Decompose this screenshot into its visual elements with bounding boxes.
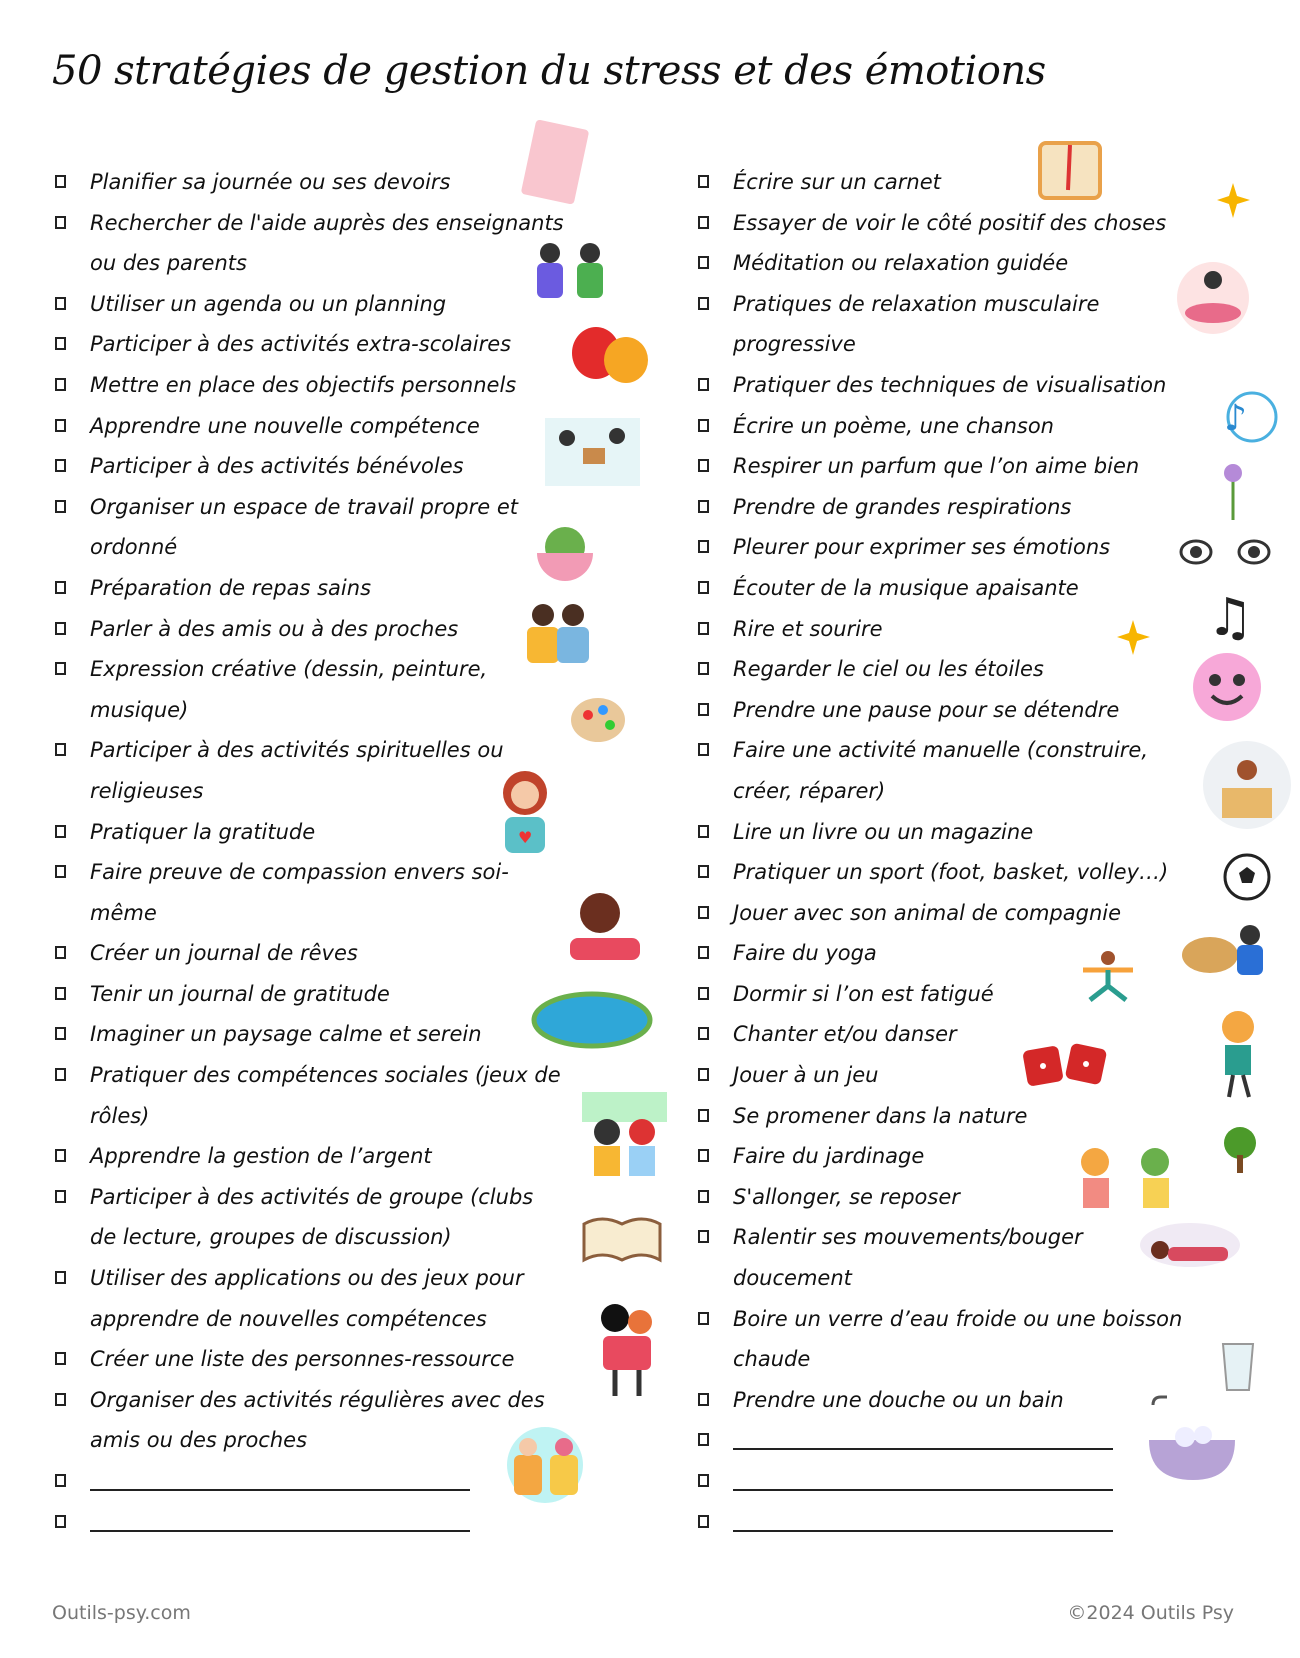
checklist-item[interactable]: [52, 324, 612, 365]
checkbox[interactable]: [698, 662, 709, 675]
theater-masks-icon: [568, 325, 653, 385]
checklist-item[interactable]: [695, 1299, 1255, 1380]
checklist-item-label: Apprendre la gestion de l’argent: [90, 1144, 432, 1169]
checkbox[interactable]: [698, 1149, 709, 1162]
girl-drawing-illustration: [560, 888, 650, 968]
checklist-item-label: Imaginer un paysage calme et serein: [90, 1022, 482, 1047]
sparkle-icon: [1215, 178, 1260, 223]
checkbox[interactable]: [698, 865, 709, 878]
checklist-item[interactable]: [695, 974, 1255, 1015]
girl-with-heart-illustration: [490, 765, 560, 857]
checklist-item-label: Rire et sourire: [733, 616, 883, 641]
paint-palette-icon: [568, 680, 633, 752]
checklist-item-label: Créer un journal de rêves: [90, 941, 358, 966]
checklist-item[interactable]: [52, 1258, 612, 1339]
blank-checklist-item[interactable]: [52, 1502, 612, 1543]
checklist-item[interactable]: [52, 852, 612, 933]
checkbox[interactable]: [698, 378, 709, 391]
friends-sitting-illustration: [498, 1425, 593, 1505]
music-notes-icon: [1205, 580, 1270, 645]
checkbox[interactable]: [55, 825, 66, 838]
checkbox[interactable]: [698, 1433, 709, 1446]
todo-list-illustration: [520, 120, 590, 205]
checklist-item[interactable]: [52, 1136, 612, 1177]
checkbox[interactable]: [698, 703, 709, 716]
checkbox[interactable]: [698, 946, 709, 959]
checklist-item[interactable]: [695, 203, 1255, 244]
checklist-item-label: Organiser des activités régulières avec des amis ou des proches: [90, 1387, 545, 1453]
checklist-item[interactable]: [695, 649, 1255, 690]
checklist-item[interactable]: [52, 487, 612, 568]
checklist-item-label: Pratiquer la gratitude: [90, 819, 316, 844]
checklist-item[interactable]: [695, 852, 1255, 893]
checkbox[interactable]: [698, 1027, 709, 1040]
checklist-item-label: Prendre une pause pour se détendre: [733, 697, 1120, 722]
checklist-item[interactable]: [52, 446, 612, 487]
checklist-item-label: Parler à des amis ou à des proches: [90, 616, 459, 641]
checkbox[interactable]: [55, 378, 66, 391]
checklist-item[interactable]: [695, 893, 1255, 934]
checkbox[interactable]: [55, 1190, 66, 1203]
checkbox[interactable]: [55, 175, 66, 188]
checkbox[interactable]: [55, 1352, 66, 1365]
checkbox[interactable]: [55, 946, 66, 959]
checklist-item[interactable]: [695, 446, 1255, 487]
checklist-item[interactable]: [695, 730, 1255, 811]
checklist-item[interactable]: [695, 162, 1255, 203]
checklist-item-label: Se promener dans la nature: [733, 1103, 1028, 1128]
checklist-item-label: Ralentir ses mouvements/bouger doucement: [733, 1225, 1083, 1291]
building-blocks-illustration: [1200, 740, 1295, 830]
checkbox[interactable]: [55, 662, 66, 675]
checklist-item-label: Regarder le ciel ou les étoiles: [733, 657, 1044, 682]
checkbox[interactable]: [698, 825, 709, 838]
crying-eyes-icon: [1178, 530, 1273, 575]
checkbox[interactable]: [55, 500, 66, 513]
checklist-item-label: Faire du jardinage: [733, 1144, 925, 1169]
checklist-item-label: Pratiquer des techniques de visualisation: [733, 372, 1167, 397]
checklist-item-label: Mettre en place des objectifs personnels: [90, 372, 517, 397]
checklist-item-label: Chanter et/ou danser: [733, 1022, 957, 1047]
checklist-item-label: Participer à des activités extra-scolaires: [90, 332, 512, 357]
checklist-item[interactable]: [695, 365, 1255, 406]
checklist-item[interactable]: [695, 609, 1255, 650]
kids-role-play-illustration: [582, 1092, 667, 1192]
checkbox[interactable]: [55, 459, 66, 472]
music-notes-icon: [1212, 385, 1287, 445]
checklist-item[interactable]: [52, 1177, 612, 1258]
checkbox[interactable]: [55, 1393, 66, 1406]
tree-icon: [1215, 1125, 1265, 1175]
checklist-item-label: Organiser un espace de travail propre et ordonné: [90, 494, 518, 560]
checklist-item-label: Essayer de voir le côté positif des choses: [733, 210, 1167, 235]
blank-line-input[interactable]: [90, 1502, 470, 1532]
checklist-item-label: Faire preuve de compassion envers soi- même: [90, 860, 509, 925]
checklist-item-label: Respirer un parfum que l’on aime bien: [733, 454, 1140, 479]
checklist-item-label: Tenir un journal de gratitude: [90, 981, 390, 1006]
checklist-item[interactable]: [695, 812, 1255, 853]
blank-line-input[interactable]: [90, 1461, 470, 1491]
checklist-item-label: Participer à des activités spirituelles ou religieuses: [90, 738, 504, 803]
checkbox[interactable]: [698, 906, 709, 919]
checkbox[interactable]: [55, 297, 66, 310]
students-talking-illustration: [525, 238, 615, 303]
footer-copyright: ©2024 Outils Psy: [1067, 1602, 1234, 1624]
checklist-item[interactable]: [52, 1014, 612, 1055]
checkbox[interactable]: [55, 622, 66, 635]
checkbox[interactable]: [55, 987, 66, 1000]
checklist-item-label: Expression créative (dessin, peinture, musique): [90, 657, 488, 722]
checklist-item-label: Apprendre une nouvelle compétence: [90, 413, 480, 438]
checkbox[interactable]: [698, 1190, 709, 1203]
dice-icon: [1020, 1040, 1110, 1090]
checklist-item-label: Utiliser un agenda ou un planning: [90, 291, 447, 316]
checkbox[interactable]: [698, 1393, 709, 1406]
checkbox[interactable]: [698, 1109, 709, 1122]
checklist-item-label: Participer à des activités bénévoles: [90, 454, 464, 479]
svg-text:♫: ♫: [1207, 588, 1254, 645]
checkbox[interactable]: [698, 297, 709, 310]
checkbox[interactable]: [698, 581, 709, 594]
checkbox[interactable]: [55, 1068, 66, 1081]
checklist-item-label: Utiliser des applications ou des jeux pour apprendre de nouvelles compétences: [90, 1266, 524, 1331]
checklist-item-label: S'allonger, se reposer: [733, 1184, 960, 1209]
checkbox[interactable]: [698, 622, 709, 635]
right-checklist: [695, 162, 1255, 1542]
checklist-item-label: Pratiquer des compétences sociales (jeux de rôles): [90, 1063, 561, 1128]
checklist-item[interactable]: [695, 690, 1255, 731]
salad-bowl-icon: [533, 525, 598, 585]
checklist-item-label: Méditation ou relaxation guidée: [733, 251, 1069, 276]
checklist-item[interactable]: [695, 933, 1255, 974]
checklist-item-label: Boire un verre d’eau froide ou une boisson chaude: [733, 1306, 1183, 1372]
checkbox[interactable]: [55, 419, 66, 432]
blank-line-input[interactable]: [733, 1502, 1113, 1532]
blank-checklist-item[interactable]: [695, 1502, 1255, 1543]
smiling-face-icon: [1190, 650, 1265, 725]
lying-down-illustration: [1130, 1215, 1250, 1280]
checklist-item-label: Dormir si l’on est fatigué: [733, 981, 994, 1006]
checklist-item-label: Pleurer pour exprimer ses émotions: [733, 535, 1111, 560]
singing-boy-illustration: [1205, 1005, 1270, 1100]
sparkle-icon: [1115, 615, 1160, 660]
glass-of-water-icon: [1218, 1340, 1258, 1395]
checklist-item[interactable]: [52, 1339, 612, 1380]
checklist-item[interactable]: [52, 365, 612, 406]
checkbox[interactable]: [698, 1230, 709, 1243]
svg-text:♪: ♪: [1224, 398, 1247, 439]
checkbox[interactable]: [698, 175, 709, 188]
checkbox[interactable]: [55, 1027, 66, 1040]
checklist-item-label: Préparation de repas sains: [90, 575, 372, 600]
checklist-item-label: Planifier sa journée ou ses devoirs: [90, 170, 451, 194]
footer-website[interactable]: Outils-psy.com: [52, 1602, 191, 1624]
checklist-item-label: Rechercher de l'aide auprès des enseignants ou des parents: [90, 210, 564, 276]
checklist-item[interactable]: [695, 406, 1255, 447]
checklist-item[interactable]: [695, 1096, 1255, 1137]
gardening-kids-illustration: [1065, 1140, 1185, 1215]
checklist-item-label: Écrire un poème, une chanson: [733, 413, 1054, 438]
checkbox[interactable]: [698, 419, 709, 432]
checkbox[interactable]: [55, 1474, 66, 1487]
blank-line-input[interactable]: [733, 1461, 1113, 1491]
checklist-item-label: Participer à des activités de groupe (clubs de lecture, groupes de discussion): [90, 1184, 534, 1250]
checklist-item-label: Jouer à un jeu: [733, 1063, 879, 1088]
checklist-item[interactable]: [52, 1055, 612, 1136]
lake-landscape-illustration: [530, 980, 655, 1050]
checklist-item[interactable]: [695, 1055, 1255, 1096]
checkbox[interactable]: [55, 581, 66, 594]
hugging-friends-illustration: [595, 1300, 660, 1400]
page-title: 50 stratégies de gestion du stress et des émotions: [52, 48, 1046, 94]
checklist-item-label: Pratiques de relaxation musculaire progressive: [733, 291, 1100, 357]
checkbox[interactable]: [698, 1474, 709, 1487]
flower-icon: [1208, 458, 1258, 523]
checklist-item[interactable]: [52, 933, 612, 974]
checkbox[interactable]: [698, 256, 709, 269]
checklist-item-label: Écouter de la musique apaisante: [733, 575, 1079, 600]
checklist-item-label: Écrire sur un carnet: [733, 170, 941, 194]
checkbox[interactable]: [55, 1271, 66, 1284]
checkbox[interactable]: [698, 540, 709, 553]
yoga-pose-icon: [1078, 948, 1138, 1003]
checkbox[interactable]: [55, 865, 66, 878]
checkbox[interactable]: [698, 1515, 709, 1528]
checklist-item-label: Jouer avec son animal de compagnie: [733, 900, 1122, 925]
checklist-item-label: Pratiquer un sport (foot, basket, volley…): [733, 860, 1169, 885]
checkbox[interactable]: [698, 459, 709, 472]
svg-text:♥: ♥: [518, 828, 533, 847]
blank-line-input[interactable]: [733, 1420, 1113, 1450]
checklist-item[interactable]: [695, 487, 1255, 528]
meditation-illustration: [1165, 258, 1260, 338]
checklist-item-label: Prendre une douche ou un bain: [733, 1387, 1064, 1412]
checklist-item-label: Faire du yoga: [733, 941, 877, 966]
checkbox[interactable]: [55, 1515, 66, 1528]
checklist-item-label: Prendre de grandes respirations: [733, 494, 1072, 519]
checkbox[interactable]: [55, 216, 66, 229]
bathtub-icon: [1145, 1395, 1240, 1490]
checkbox[interactable]: [698, 1312, 709, 1325]
checklist-item-label: Lire un livre ou un magazine: [733, 819, 1034, 844]
checklist-item[interactable]: [695, 1014, 1255, 1055]
notebook-illustration: [1030, 135, 1110, 205]
checklist-item[interactable]: [52, 406, 612, 447]
dog-and-boy-illustration: [1175, 915, 1275, 980]
checkbox[interactable]: [55, 1149, 66, 1162]
checkbox[interactable]: [698, 500, 709, 513]
checkbox[interactable]: [698, 987, 709, 1000]
checkbox[interactable]: [55, 743, 66, 756]
checklist-item-label: Créer une liste des personnes-ressource: [90, 1347, 515, 1372]
checkbox[interactable]: [698, 743, 709, 756]
checkbox[interactable]: [698, 1068, 709, 1081]
open-book-icon: [580, 1210, 665, 1270]
checklist-item[interactable]: [695, 527, 1255, 568]
volunteering-illustration: [545, 418, 640, 486]
soccer-ball-icon: [1222, 852, 1272, 902]
checklist-item[interactable]: [52, 974, 612, 1015]
checklist-item[interactable]: [695, 568, 1255, 609]
checkbox[interactable]: [698, 216, 709, 229]
friends-illustration: [515, 597, 595, 665]
checklist-item-label: Faire une activité manuelle (construire, créer, réparer): [733, 738, 1149, 803]
checkbox[interactable]: [55, 337, 66, 350]
